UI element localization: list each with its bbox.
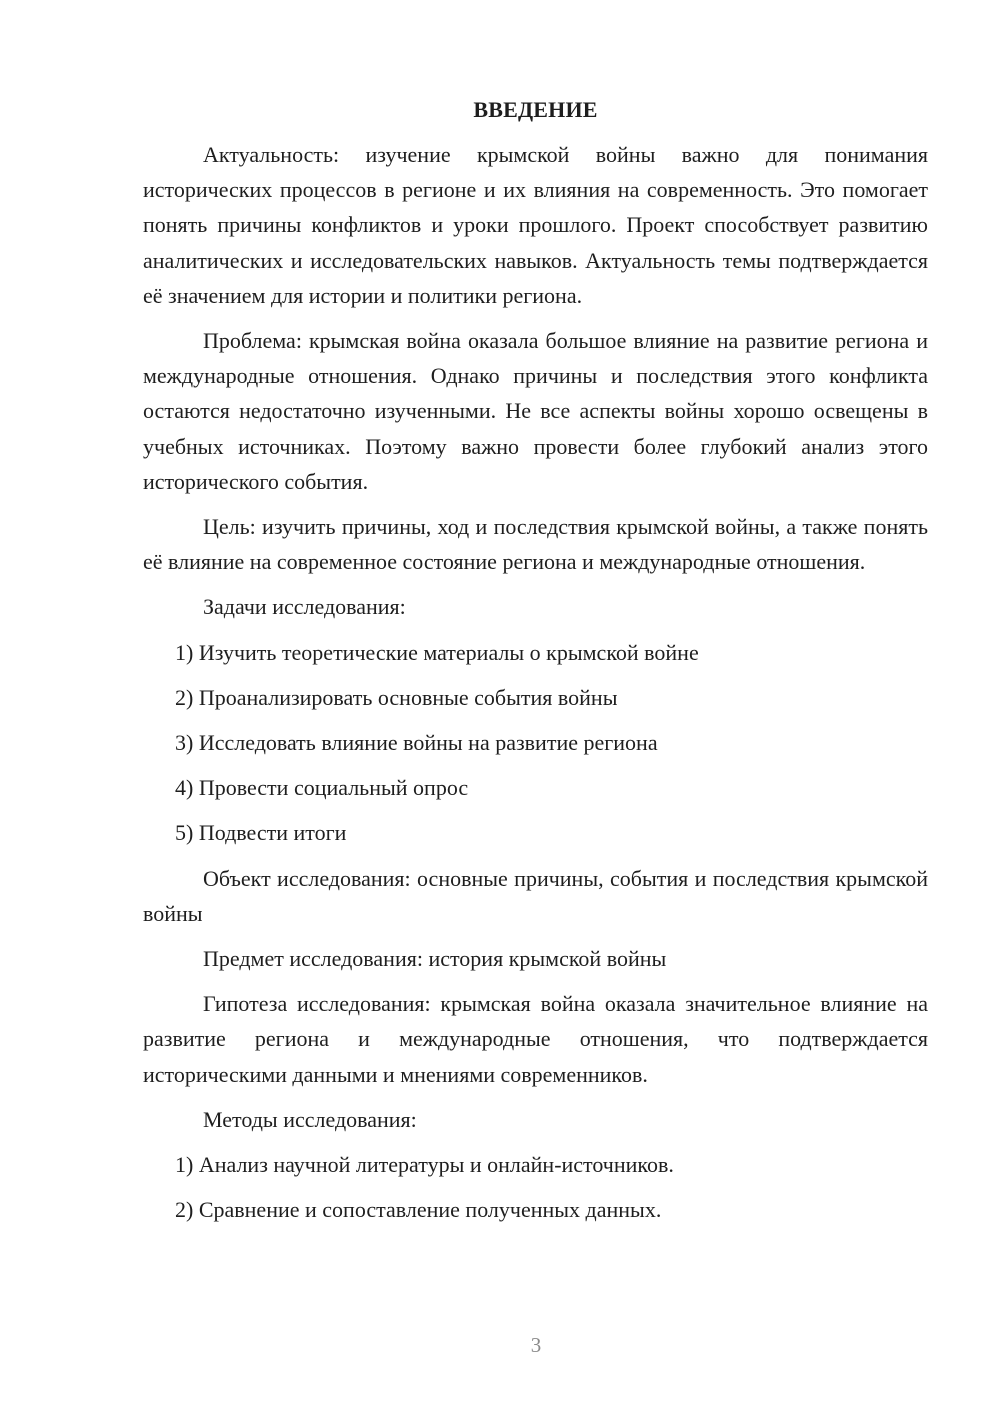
methods-heading: Методы исследования:: [203, 1106, 417, 1132]
section-title: ВВЕДЕНИЕ: [473, 97, 598, 122]
subject-paragraph: Предмет исследования: история крымской войны: [203, 946, 667, 972]
task-item: 5) Подвести итоги: [175, 820, 347, 846]
object-paragraph: Объект исследования: основные причины, события и последствия крымской войны: [143, 865, 928, 926]
task-item: 4) Провести социальный опрос: [175, 775, 469, 801]
document-page: [143, 95, 928, 1237]
goal-paragraph: Цель: изучить причины, ход и последствия крымской войны, а также понять её влияние на современное состояние региона и международные отношения.: [143, 514, 928, 575]
task-item: 1) Изучить теоретические материалы о крымской войне: [175, 639, 699, 665]
method-item: 2) Сравнение и сопоставление полученных данных.: [175, 1197, 662, 1223]
tasks-heading: Задачи исследования:: [203, 594, 406, 620]
relevance-paragraph: Актуальность: изучение крымской войны важно для понимания исторических процессов в регионе и их влияния на современность. Это помогает понять причины конфликтов и уроки прошлого. Проект способствует развитию аналитических и исследовательских навыков. Актуальность темы подтверждается её значением для истории и политики региона.: [143, 142, 928, 308]
problem-paragraph: Проблема: крымская война оказала большое влияние на развитие региона и международные отношения. Однако причины и последствия этого конфликта остаются недостаточно изученными. Не все аспекты войны хорошо освещены в учебных источниках. Поэтому важно провести более глубокий анализ этого исторического события.: [143, 328, 928, 494]
hypothesis-paragraph: Гипотеза исследования: крымская война оказала значительное влияние на развитие региона и международные отношения, что подтверждается историческими данными и мнениями современников.: [143, 991, 928, 1087]
method-item: 1) Анализ научной литературы и онлайн-источников.: [175, 1152, 674, 1178]
task-item: 3) Исследовать влияние войны на развитие региона: [175, 730, 658, 756]
page-number: 3: [530, 1333, 542, 1357]
task-item: 2) Проанализировать основные события войны: [175, 684, 618, 710]
